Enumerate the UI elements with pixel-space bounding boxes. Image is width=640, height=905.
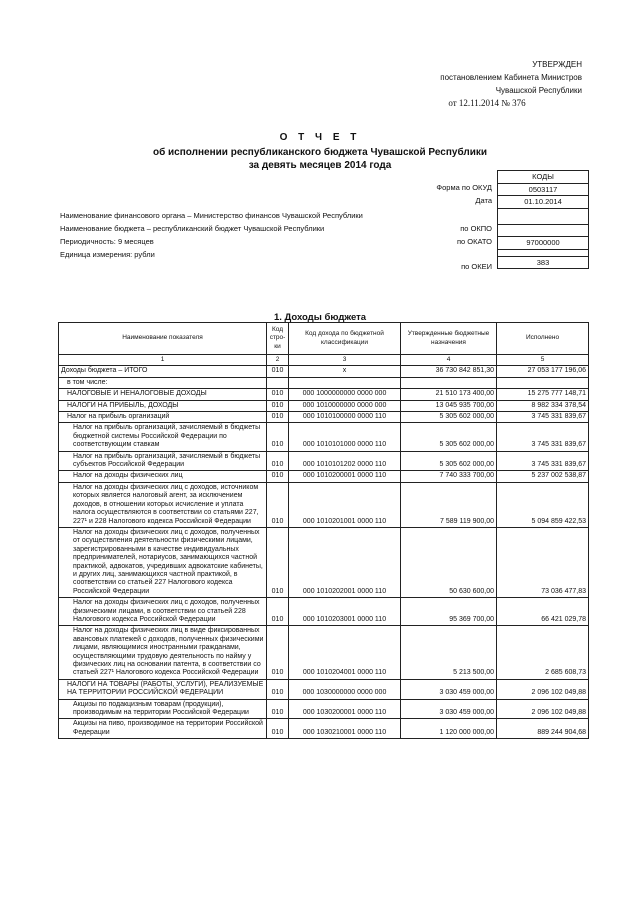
row-name: Акцизы на пиво, производимое на территории Российской Федерации (59, 719, 267, 739)
row-income-code: 000 1010202001 0000 110 (289, 527, 401, 597)
row-line-code: 010 (267, 679, 289, 699)
row-income-code (289, 377, 401, 388)
header-executed: Исполнено (497, 323, 589, 355)
row-name: Налог на доходы физических лиц (59, 471, 267, 482)
table-header-row (59, 323, 589, 355)
codes-blank-2 (498, 249, 588, 256)
row-income-code: 000 1030200001 0000 110 (289, 699, 401, 719)
row-name: Налог на доходы физических лиц с доходов, источником которых является налоговый агент, за исключением доходов, в отношении которых исчисление и уплата налога осуществляются в соответствии со статьями 227, 227¹ и 228 Налогового кодекса Российской Федерации (59, 482, 267, 527)
row-executed: 5 094 859 422,53 (497, 482, 589, 527)
okpo-label: по ОКПО (460, 224, 492, 233)
row-approved: 95 369 700,00 (401, 598, 497, 626)
row-income-code: 000 1010201001 0000 110 (289, 482, 401, 527)
row-line-code: 010 (267, 412, 289, 423)
row-income-code: 000 1010100000 0000 110 (289, 412, 401, 423)
row-name: Налог на прибыль организаций, зачисляемый в бюджеты субъектов Российской Федерации (59, 451, 267, 471)
col-number: 1 (59, 355, 267, 366)
row-approved: 50 630 600,00 (401, 527, 497, 597)
row-name: Акцизы по подакцизным товарам (продукции), производимым на территории Российской Федерации (59, 699, 267, 719)
row-executed: 15 275 777 148,71 (497, 389, 589, 400)
row-income-code: 000 1000000000 0000 000 (289, 389, 401, 400)
header-line-code: Код стро-ки (267, 323, 289, 355)
row-income-code: 000 1010101000 0000 110 (289, 423, 401, 451)
codes-blank (498, 208, 588, 224)
row-executed: 8 982 334 378,54 (497, 400, 589, 411)
income-table (58, 322, 589, 739)
row-line-code: 010 (267, 389, 289, 400)
table-row (59, 377, 589, 388)
row-executed: 27 053 177 196,06 (497, 366, 589, 377)
report-period-title: за девять месяцев 2014 года (248, 160, 392, 171)
section-title: 1. Доходы бюджета (273, 312, 367, 323)
okei-label: по ОКЕИ (461, 262, 492, 271)
row-line-code: 010 (267, 527, 289, 597)
row-line-code (267, 377, 289, 388)
row-name: Налог на доходы физических лиц с доходов, полученных от осуществления деятельности физическими лицами, зарегистрированными в качестве индивидуальных предпринимателей, нотариусов, занимающихся частной практикой, адвокатов, учредивших адвокатские кабинеты, и других лиц, занимающихся частной практикой, в соответствии со статьей 227 Налогового кодекса Российской Федерации (59, 527, 267, 597)
row-executed: 889 244 904,68 (497, 719, 589, 739)
row-name: Доходы бюджета – ИТОГО (59, 366, 267, 377)
codes-header: КОДЫ (532, 172, 554, 181)
col-number: 5 (497, 355, 589, 366)
approval-stamp (392, 58, 582, 110)
row-approved: 7 740 333 700,00 (401, 471, 497, 482)
row-approved: 13 045 935 700,00 (401, 400, 497, 411)
row-approved: 36 730 842 851,30 (401, 366, 497, 377)
row-executed: 2 685 608,73 (497, 626, 589, 679)
row-income-code: 000 1010204001 0000 110 (289, 626, 401, 679)
approval-date: от 12.11.2014 № 376 (448, 98, 526, 108)
table-row (59, 471, 589, 482)
row-executed: 3 745 331 839,67 (497, 451, 589, 471)
header-approved: Утвержденные бюджетные назначения (401, 323, 497, 355)
row-income-code: 000 1010101202 0000 110 (289, 451, 401, 471)
col-number: 4 (401, 355, 497, 366)
row-approved: 5 305 602 000,00 (401, 451, 497, 471)
row-name: НАЛОГИ НА ТОВАРЫ (РАБОТЫ, УСЛУГИ), РЕАЛИЗУЕМЫЕ НА ТЕРРИТОРИИ РОССИЙСКОЙ ФЕДЕРАЦИИ (59, 679, 267, 699)
row-line-code: 010 (267, 626, 289, 679)
okud-label: Форма по ОКУД (436, 183, 492, 192)
okato-label: по ОКАТО (456, 237, 492, 246)
row-executed: 66 421 029,78 (497, 598, 589, 626)
table-row (59, 412, 589, 423)
row-income-code: x (289, 366, 401, 377)
okei-code: 383 (498, 256, 588, 269)
row-line-code: 010 (267, 719, 289, 739)
org-name: Наименование финансового органа – Министерство финансов Чувашской Республики (60, 211, 363, 220)
row-line-code: 010 (267, 598, 289, 626)
row-income-code: 000 1010200001 0000 110 (289, 471, 401, 482)
row-line-code: 010 (267, 366, 289, 377)
unit-of-measure: Единица измерения: рубли (60, 250, 155, 259)
row-line-code: 010 (267, 471, 289, 482)
row-executed: 3 745 331 839,67 (497, 412, 589, 423)
row-name: Налог на прибыль организаций (59, 412, 267, 423)
approval-line2: постановлением Кабинета Министров (440, 73, 582, 82)
col-number: 2 (267, 355, 289, 366)
date-label: Дата (475, 196, 492, 205)
row-name: Налог на доходы физических лиц в виде фиксированных авансовых платежей с доходов, полученных физическими лицами, являющимися иностранными гражданами, осуществляющими трудовую деятельность по найму у физических лиц на основании патента, в соответствии со статьей 227¹ Налогового кодекса Российской Федерации (59, 626, 267, 679)
table-row (59, 719, 589, 739)
row-approved: 1 120 000 000,00 (401, 719, 497, 739)
table-row (59, 527, 589, 597)
table-row (59, 598, 589, 626)
col-number: 3 (289, 355, 401, 366)
row-income-code: 000 1010203001 0000 110 (289, 598, 401, 626)
row-line-code: 010 (267, 400, 289, 411)
row-approved: 5 213 500,00 (401, 626, 497, 679)
row-executed (497, 377, 589, 388)
report-title: О Т Ч Е Т (279, 132, 361, 143)
okato-code: 97000000 (498, 236, 588, 249)
row-approved: 21 510 173 400,00 (401, 389, 497, 400)
table-row (59, 451, 589, 471)
row-line-code: 010 (267, 423, 289, 451)
row-name: в том числе: (59, 377, 267, 388)
table-row (59, 679, 589, 699)
row-line-code: 010 (267, 451, 289, 471)
okud-code: 0503117 (498, 183, 588, 196)
row-approved: 5 305 602 000,00 (401, 423, 497, 451)
row-line-code: 010 (267, 699, 289, 719)
row-approved: 5 305 602 000,00 (401, 412, 497, 423)
row-executed: 2 096 102 049,88 (497, 679, 589, 699)
row-executed: 73 036 477,83 (497, 527, 589, 597)
header-name: Наименование показателя (59, 323, 267, 355)
row-executed: 5 237 002 538,87 (497, 471, 589, 482)
row-approved: 3 030 459 000,00 (401, 679, 497, 699)
row-income-code: 000 1010000000 0000 000 (289, 400, 401, 411)
approval-line1: УТВЕРЖДЕН (532, 60, 582, 69)
report-subtitle: об исполнении республиканского бюджета Чувашской Республики (152, 147, 488, 158)
row-name: Налог на доходы физических лиц с доходов, полученных физическими лицами, в соответствии со статьей 228 Налогового кодекса Российской Федерации (59, 598, 267, 626)
row-approved: 3 030 459 000,00 (401, 699, 497, 719)
row-income-code: 000 1030210001 0000 110 (289, 719, 401, 739)
date-value: 01.10.2014 (498, 195, 588, 208)
table-row (59, 366, 589, 377)
codes-box (497, 170, 589, 269)
row-name: НАЛОГОВЫЕ И НЕНАЛОГОВЫЕ ДОХОДЫ (59, 389, 267, 400)
okpo-code (498, 224, 588, 237)
approval-line3: Чувашской Республики (495, 86, 582, 95)
table-row (59, 423, 589, 451)
row-executed: 3 745 331 839,67 (497, 423, 589, 451)
budget-name: Наименование бюджета – республиканский бюджет Чувашской Республики (60, 224, 325, 233)
table-row (59, 626, 589, 679)
periodicity: Периодичность: 9 месяцев (60, 237, 154, 246)
row-approved (401, 377, 497, 388)
table-row (59, 389, 589, 400)
row-name: НАЛОГИ НА ПРИБЫЛЬ, ДОХОДЫ (59, 400, 267, 411)
column-numbers-row (59, 355, 589, 366)
header-income-code: Код дохода по бюджетной классификации (289, 323, 401, 355)
table-row (59, 699, 589, 719)
row-approved: 7 589 119 900,00 (401, 482, 497, 527)
row-line-code: 010 (267, 482, 289, 527)
row-name: Налог на прибыль организаций, зачисляемый в бюджеты бюджетной системы Российской Федерации по соответствующим ставкам (59, 423, 267, 451)
row-executed: 2 096 102 049,88 (497, 699, 589, 719)
table-row (59, 482, 589, 527)
row-income-code: 000 1030000000 0000 000 (289, 679, 401, 699)
table-body (59, 355, 589, 739)
table-row (59, 400, 589, 411)
